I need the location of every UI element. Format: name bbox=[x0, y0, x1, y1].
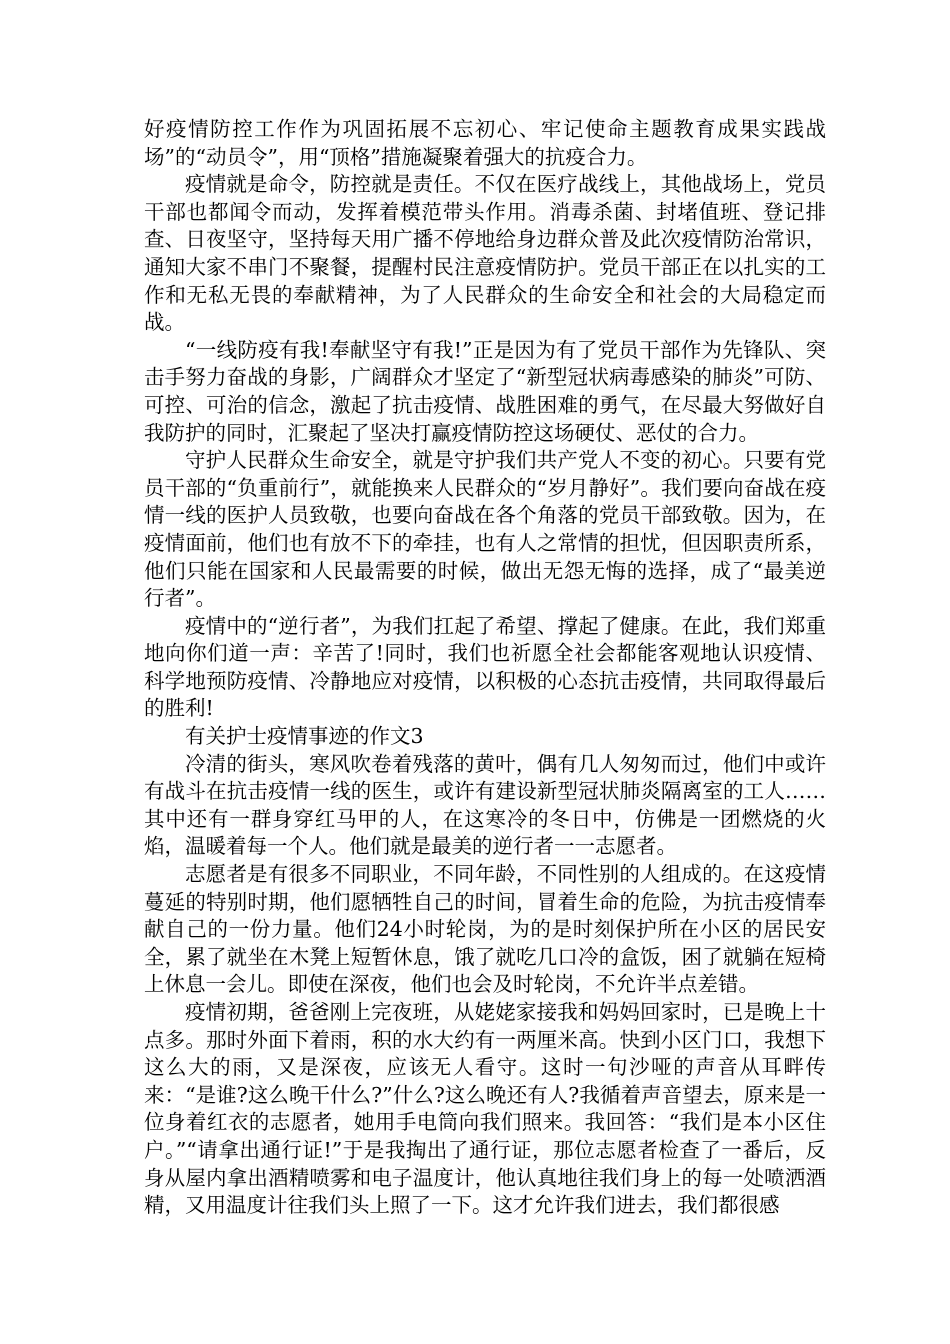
paragraph: 好疫情防控工作作为巩固拓展不忘初心、牢记使命主题教育成果实践战场”的“动员令”，用“顶格”措施凝聚着强大的抗疫合力。 bbox=[144, 117, 826, 169]
paragraph: 志愿者是有很多不同职业，不同年龄，不同性别的人组成的。在这疫情蔓延的特别时期，他们愿牺牲自己的时间，冒着生命的危险，为抗击疫情奉献自己的一份力量。他们24小时轮岗，为的是时刻保护所在小区的居民安全，累了就坐在木凳上短暂休息，饿了就吃几口冷的盒饭，困了就躺在短椅上休息一会儿。即使在深夜，他们也会及时轮岗，不允许半点差错。 bbox=[144, 862, 826, 997]
paragraph: 冷清的街头，寒风吹卷着残落的黄叶，偶有几人匆匆而过，他们中或许有战斗在抗击疫情一线的医生，或许有建设新型冠状肺炎隔离室的工人……其中还有一群身穿红马甲的人，在这寒冷的冬日中，仿佛是一团燃烧的火焰，温暖着每一个人。他们就是最美的逆行者一一志愿者。 bbox=[144, 751, 826, 859]
paragraph: 守护人民群众生命安全，就是守护我们共产党人不变的初心。只要有党员干部的“负重前行”，就能换来人民群众的“岁月静好”。我们要向奋战在疫情一线的医护人员致敬，也要向奋战在各个角落的党员干部致敬。因为，在疫情面前，他们也有放不下的牵挂，也有人之常情的担忧，但因职责所系，他们只能在国家和人民最需要的时候，做出无怨无悔的选择，成了“最美逆行者”。 bbox=[144, 448, 826, 611]
paragraph: 疫情中的“逆行者”，为我们扛起了希望、撑起了健康。在此，我们郑重地向你们道一声：辛苦了!同时，我们也祈愿全社会都能客观地认识疫情、科学地预防疫情、冷静地应对疫情，以积极的心态抗击疫情，共同取得最后的胜利! bbox=[144, 613, 826, 721]
paragraph: “一线防疫有我!奉献坚守有我!”正是因为有了党员干部作为先锋队、突击手努力奋战的身影，广阔群众才坚定了“新型冠状病毒感染的肺炎”可防、可控、可治的信念，激起了抗击疫情、战胜困难的勇气，在尽最大努做好自我防护的同时，汇聚起了坚决打赢疫情防控这场硬仗、恶仗的合力。 bbox=[144, 337, 826, 445]
paragraph: 疫情就是命令，防控就是责任。不仅在医疗战线上，其他战场上，党员干部也都闻令而动，发挥着模范带头作用。消毒杀菌、封堵值班、登记排查、日夜坚守，坚持每天用广播不停地给身边群众普及此次疫情防治常识，通知大家不串门不聚餐，提醒村民注意疫情防护。党员干部正在以扎实的工作和无私无畏的奉献精神，为了人民群众的生命安全和社会的大局稳定而战。 bbox=[144, 172, 826, 335]
document-body bbox=[144, 116, 826, 1220]
paragraph: 疫情初期，爸爸刚上完夜班，从姥姥家接我和妈妈回家时，已是晚上十点多。那时外面下着雨，积的水大约有一两厘米高。快到小区门口，我想下这么大的雨，又是深夜，应该无人看守。这时一句沙哑的声音从耳畔传来：“是谁?这么晚干什么?”什么?这么晚还有人?我循着声音望去，原来是一位身着红衣的志愿者，她用手电筒向我们照来。我回答：“我们是本小区住户。”“请拿出通行证!”于是我掏出了通行证，那位志愿者检查了一番后，反身从屋内拿出酒精喷雾和电子温度计，他认真地往我们身上的每一处喷洒酒精，又用温度计往我们头上照了一下。这才允许我们进去，我们都很感 bbox=[144, 1000, 826, 1218]
section-heading: 有关护士疫情事迹的作文3 bbox=[185, 724, 424, 749]
